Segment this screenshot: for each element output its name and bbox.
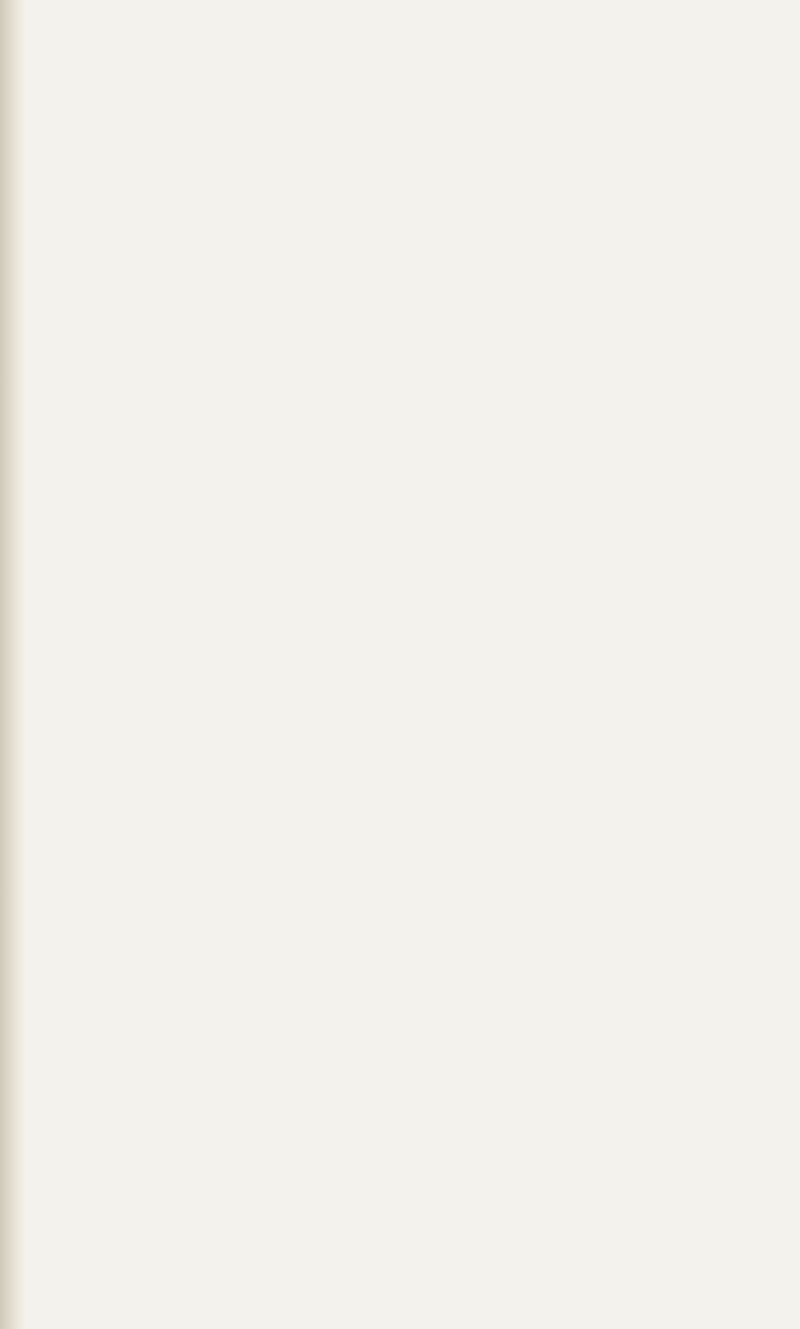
table-caption: [36, 114, 53, 1306]
rotated-table-area: [30, 110, 770, 1310]
page-binding-edge: [0, 0, 26, 1329]
